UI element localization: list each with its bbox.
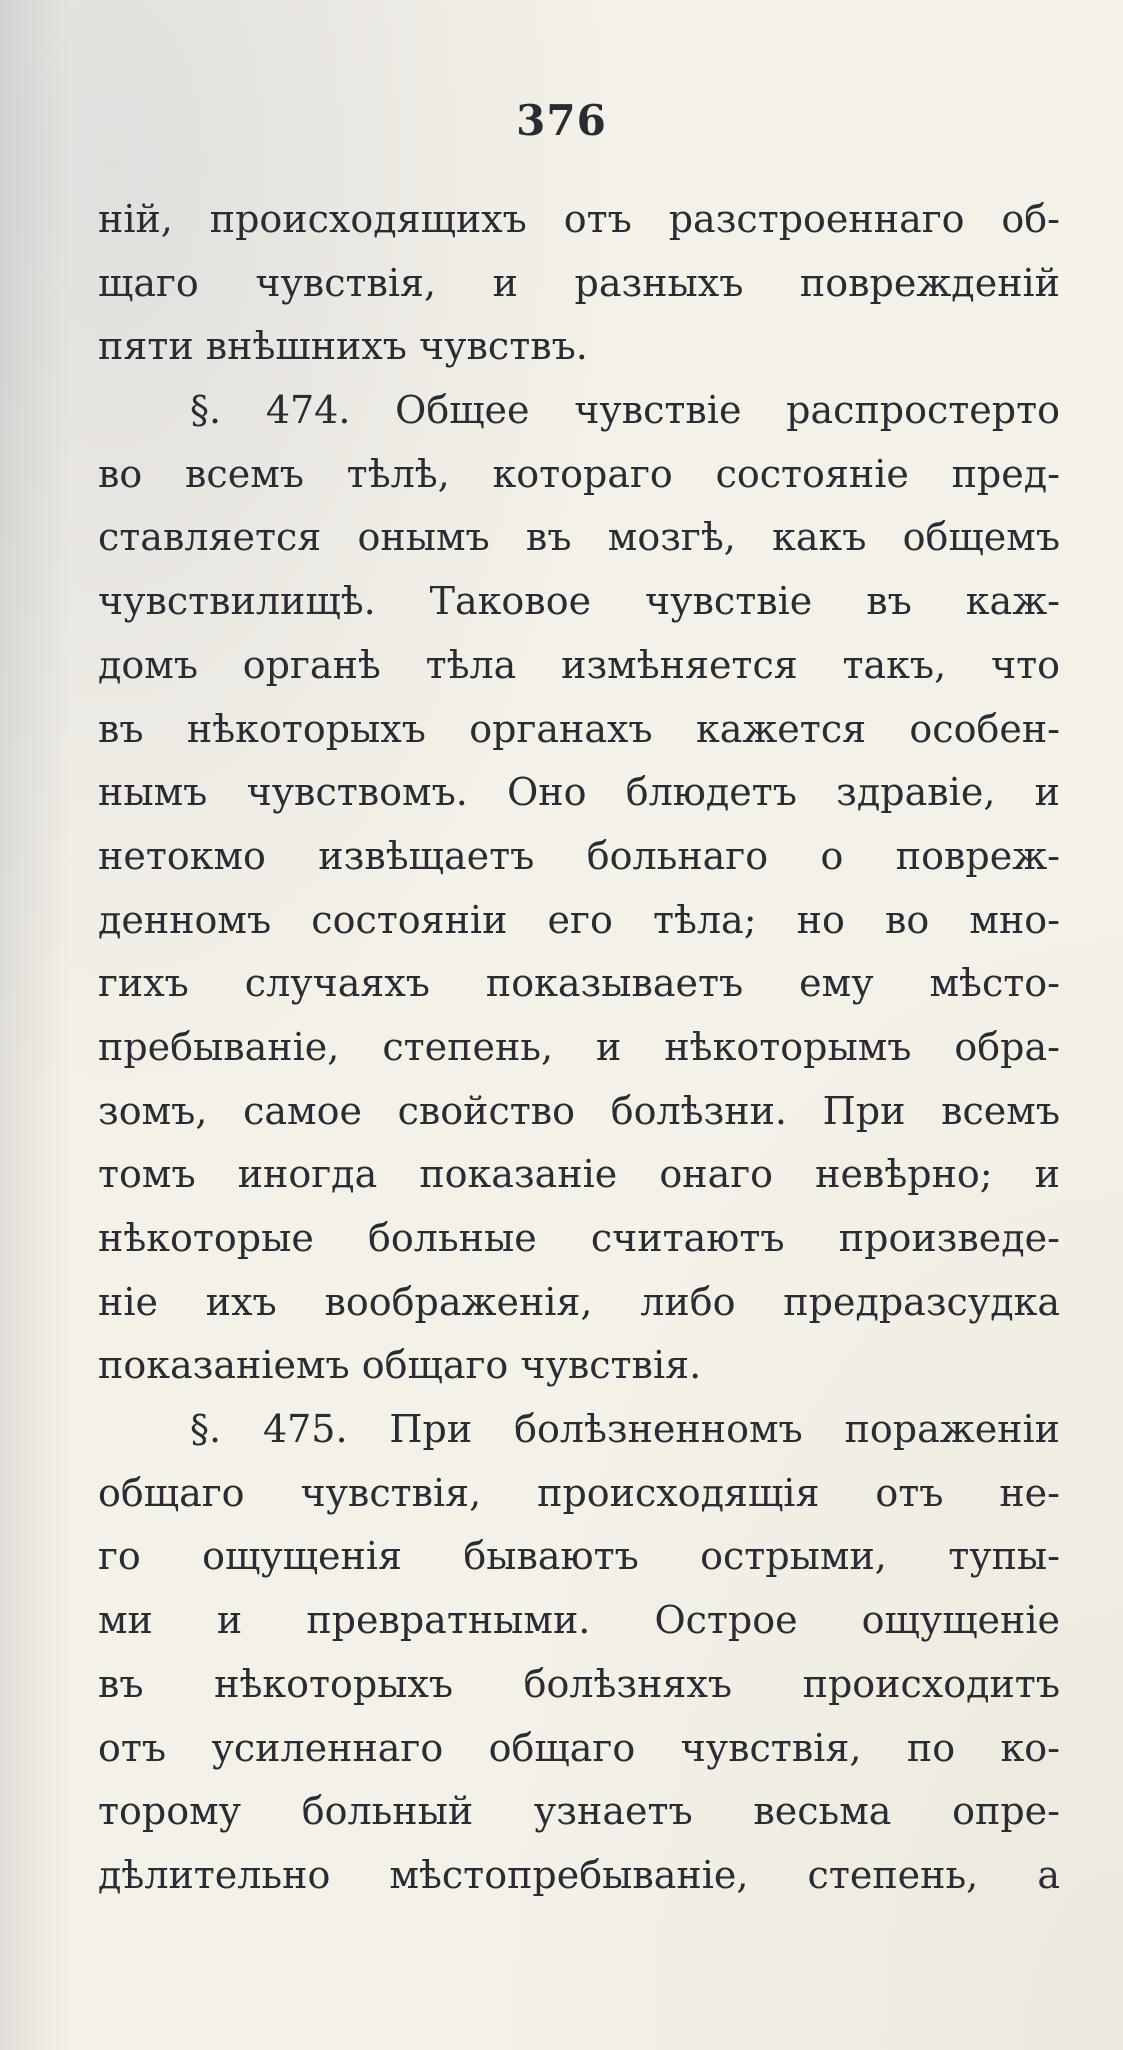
- text-line-1: ній, происходящихъ отъ разстроеннаго об-: [98, 197, 1060, 241]
- page-edge-shadow: [0, 0, 70, 2050]
- paragraph-475-line-6: отъ усиленнаго общаго чувствія, по ко-: [98, 1725, 1060, 1770]
- paragraph-474-line-10: гихъ случаяхъ показываетъ ему мѣсто-: [98, 961, 1060, 1006]
- paragraph-474-line-15: ніе ихъ воображенія, либо предразсудка: [98, 1279, 1060, 1324]
- text-line-3: пяти внѣшнихъ чувствъ.: [98, 324, 588, 369]
- paragraph-474-line-8: нетокмо извѣщаетъ больнаго о повреж-: [98, 833, 1060, 878]
- paragraph-474-line-12: зомъ, самое свойство болѣзни. При всемъ: [98, 1088, 1060, 1133]
- paragraph-475-line-2: общаго чувствія, происходящія отъ не-: [98, 1470, 1060, 1515]
- paragraph-474-line-13: томъ иногда показаніе онаго невѣрно; и: [98, 1152, 1060, 1197]
- text-line-2: щаго чувствія, и разныхъ поврежденій: [98, 260, 1060, 305]
- paragraph-475-line-8: дѣлительно мѣстопребываніе, степень, а: [98, 1852, 1060, 1897]
- paragraph-474-line-6: въ нѣкоторыхъ органахъ кажется особен-: [98, 706, 1060, 751]
- paragraph-474-line-9: денномъ состояніи его тѣла; но во мно-: [98, 897, 1060, 942]
- paragraph-474-line-1: §. 474. Общее чувствіе распростерто: [190, 388, 1060, 433]
- paragraph-474-line-7: нымъ чувствомъ. Оно блюдетъ здравіе, и: [98, 770, 1060, 815]
- paragraph-474-line-5: домъ органѣ тѣла измѣняется такъ, что: [98, 642, 1060, 687]
- paragraph-474-line-4: чувствилищѣ. Таковое чувствіе въ каж-: [98, 579, 1060, 624]
- paragraph-475-line-1: §. 475. При болѣзненномъ пораженіи: [190, 1407, 1060, 1452]
- paragraph-474-line-16: показаніемъ общаго чувствія.: [98, 1343, 702, 1388]
- paragraph-474-line-3: ставляется онымъ въ мозгѣ, какъ общемъ: [98, 515, 1060, 560]
- paragraph-474-line-14: нѣкоторые больные считаютъ произведе-: [98, 1216, 1060, 1260]
- paragraph-475-line-4: ми и превратными. Острое ощущеніе: [98, 1598, 1060, 1643]
- paragraph-474-line-2: во всемъ тѣлѣ, котораго состояніе пред-: [98, 451, 1060, 496]
- page-number: 376: [516, 96, 607, 145]
- page-text: [98, 188, 1060, 1908]
- paragraph-475-line-3: го ощущенія бываютъ острыми, тупы-: [98, 1534, 1060, 1579]
- paragraph-475-line-5: въ нѣкоторыхъ болѣзняхъ происходитъ: [98, 1661, 1060, 1706]
- paragraph-474-line-11: пребываніе, степень, и нѣкоторымъ обра-: [98, 1024, 1060, 1069]
- paragraph-475-line-7: торому больный узнаетъ весьма опре-: [98, 1789, 1060, 1834]
